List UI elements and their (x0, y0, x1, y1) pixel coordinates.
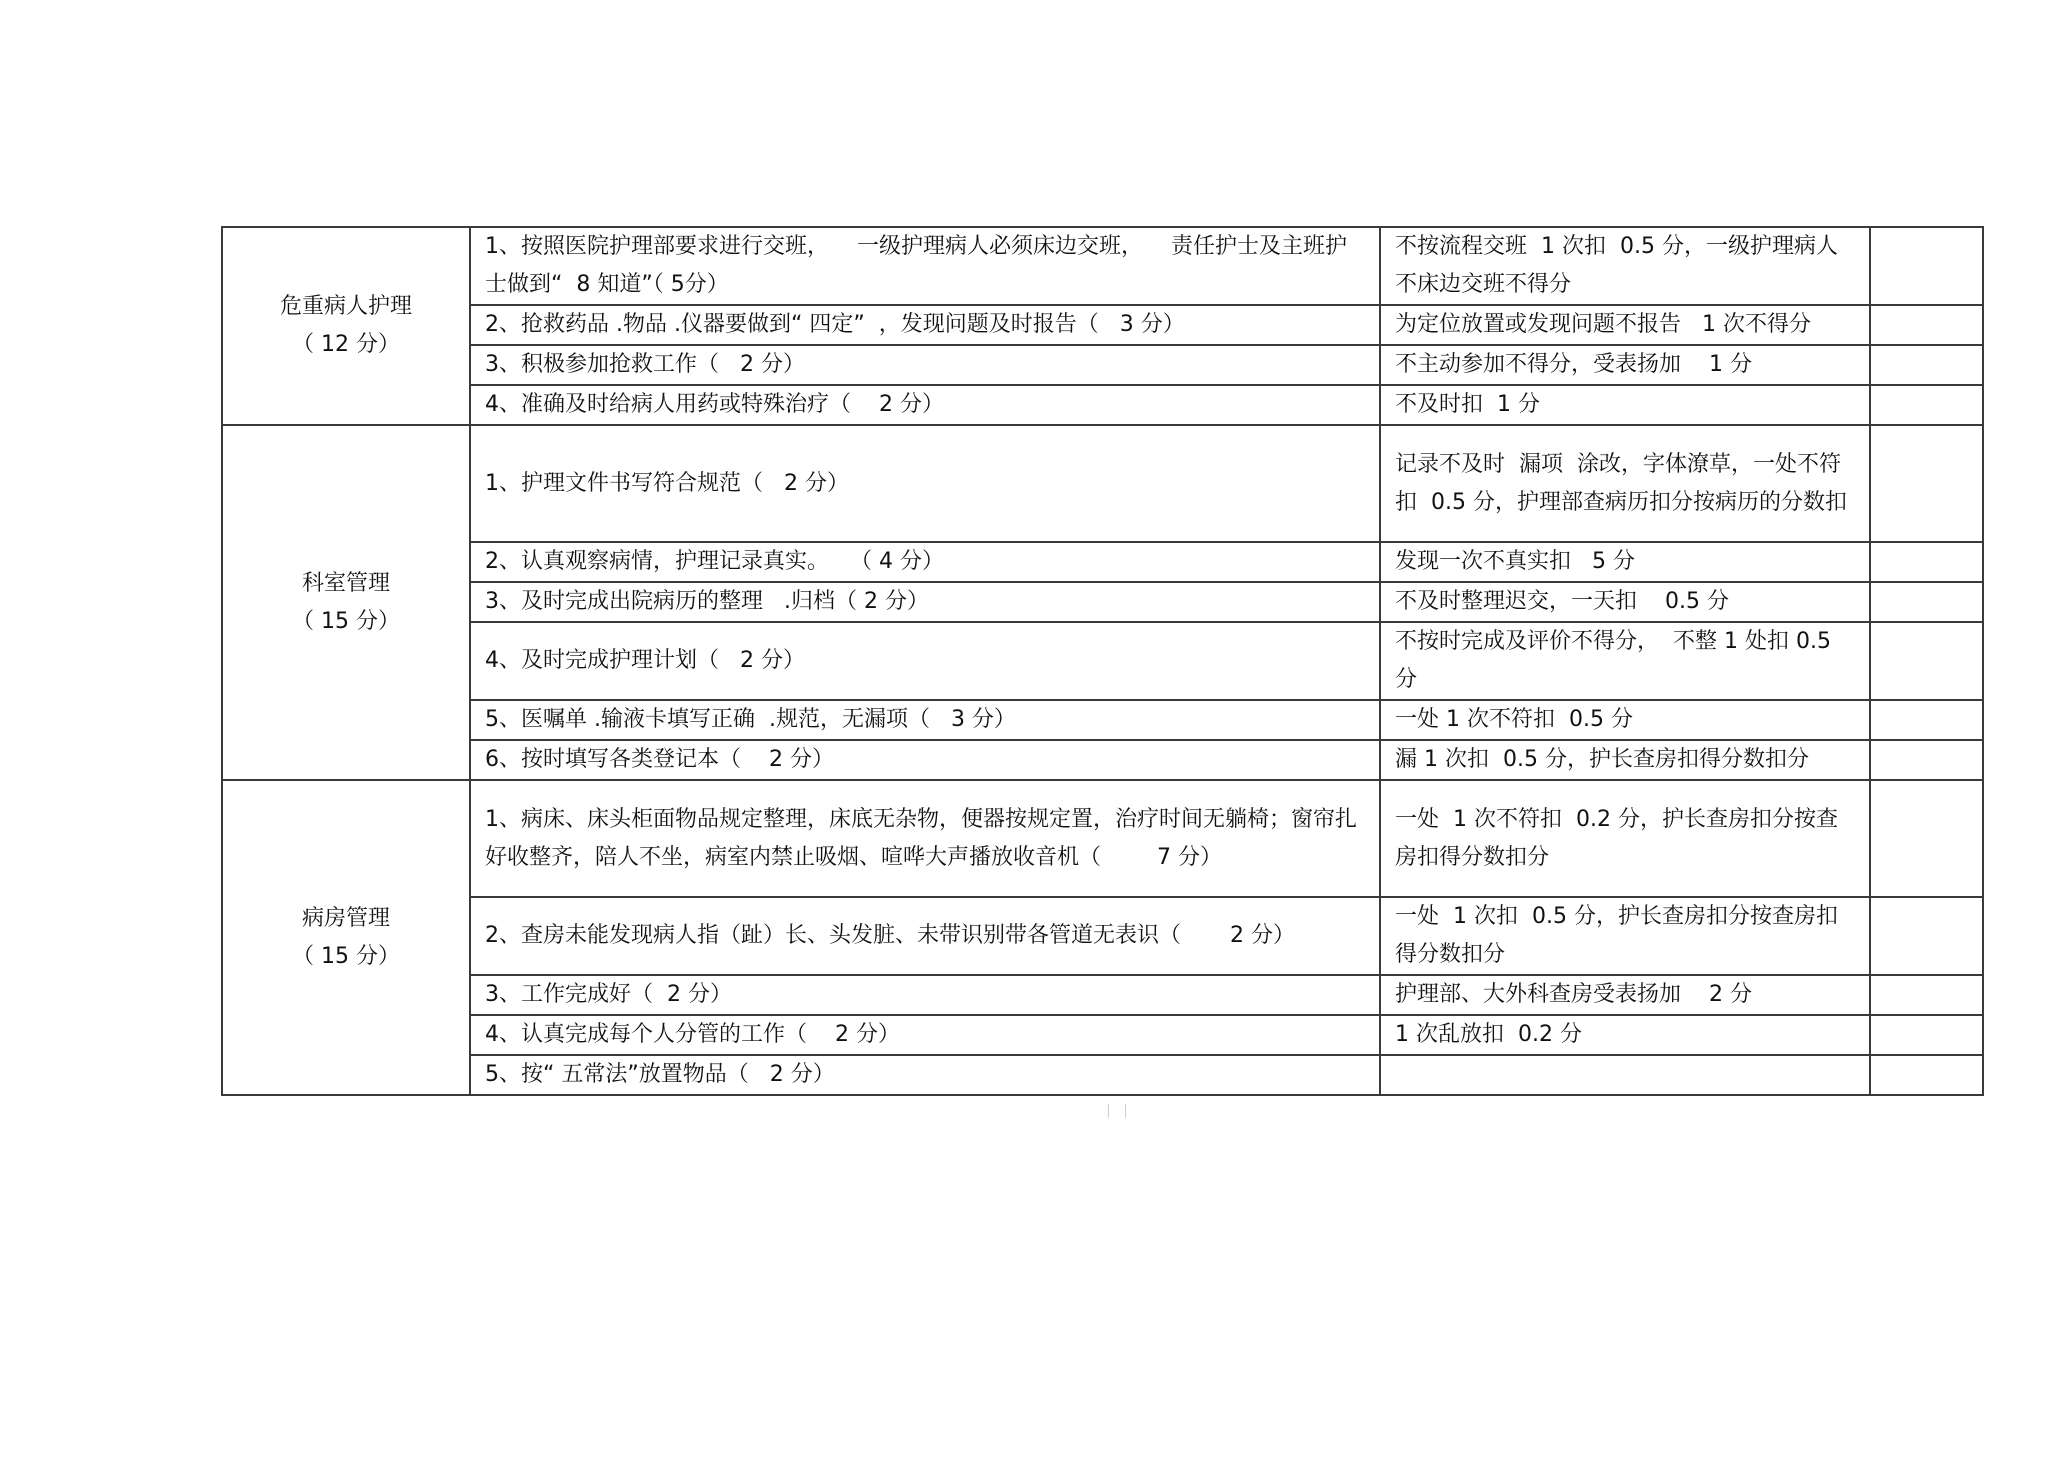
score-cell (1870, 780, 1983, 897)
item-cell (470, 700, 1380, 740)
item-cell (470, 1015, 1380, 1055)
rule-text: 发现一次不真实扣 5 分 (1395, 549, 1635, 574)
table-row (222, 385, 1983, 425)
rule-cell (1380, 897, 1870, 975)
item-cell (470, 305, 1380, 345)
item-text: 1、护理文件书写符合规范（ 2 分） (485, 470, 849, 496)
item-text: 5、按“ 五常法”放置物品（ 2 分） (485, 1062, 835, 1087)
rule-text: 不及时扣 1 分 (1395, 392, 1540, 417)
score-cell (1870, 700, 1983, 740)
item-text: 3、工作完成好（ 2 分） (485, 982, 732, 1007)
item-cell (470, 740, 1380, 780)
score-cell (1870, 227, 1983, 305)
rule-cell (1380, 305, 1870, 345)
score-cell (1870, 425, 1983, 542)
rule-text: 为定位放置或发现问题不报告 1 次不得分 (1395, 312, 1811, 337)
score-cell (1870, 542, 1983, 582)
score-cell (1870, 1055, 1983, 1095)
table-row (222, 1015, 1983, 1055)
item-cell (470, 227, 1380, 305)
item-cell (470, 385, 1380, 425)
section-points: （ 12 分） (292, 332, 400, 357)
score-cell (1870, 975, 1983, 1015)
table-row (222, 227, 1983, 305)
item-text: 4、准确及时给病人用药或特殊治疗（ 2 分） (485, 392, 944, 417)
item-text: 2、查房未能发现病人指（趾）长、头发脏、未带识别带各管道无表识（ 2 分） (485, 923, 1295, 948)
table-row (222, 780, 1983, 897)
rule-cell (1380, 700, 1870, 740)
section-points: （ 15 分） (292, 608, 400, 634)
item-cell (470, 425, 1380, 542)
rule-cell (1380, 425, 1870, 542)
item-cell (470, 622, 1380, 700)
item-text: 5、医嘱单 .输液卡填写正确 .规范，无漏项（ 3 分） (485, 707, 1016, 732)
rule-text: 护理部、大外科查房受表扬加 2 分 (1395, 982, 1752, 1007)
item-text: 3、及时完成出院病历的整理 .归档（ 2 分） (485, 589, 929, 614)
item-cell (470, 1055, 1380, 1095)
section-category-cell (222, 425, 470, 780)
table-row (222, 542, 1983, 582)
section-title: 科室管理 (301, 570, 390, 596)
table-row (222, 1055, 1983, 1095)
item-text: 1、病床、床头柜面物品规定整理，床底无杂物，便器按规定置，治疗时间无躺椅；窗帘扎好收整齐，陪人不坐，病室内禁止吸烟、喧哗大声播放收音机（ 7 分） (485, 806, 1358, 870)
item-cell (470, 345, 1380, 385)
item-text: 3、积极参加抢救工作（ 2 分） (485, 352, 805, 377)
score-cell (1870, 305, 1983, 345)
rule-cell (1380, 740, 1870, 780)
rule-text: 不及时整理迟交，一天扣 0.5 分 (1395, 589, 1729, 614)
table-row (222, 582, 1983, 622)
rule-text: 一处 1 次不符扣 0.2 分，护长查房扣分按查房扣得分数扣分 (1395, 806, 1838, 870)
section-category-cell (222, 227, 470, 425)
rule-text: 不按流程交班 1 次扣 0.5 分，一级护理病人不床边交班不得分 (1395, 234, 1838, 297)
item-cell (470, 780, 1380, 897)
rule-cell (1380, 1055, 1870, 1095)
table-row (222, 305, 1983, 345)
section-title: 危重病人护理 (279, 294, 412, 319)
rule-text: 漏 1 次扣 0.5 分，护长查房扣得分数扣分 (1395, 747, 1809, 772)
table-row (222, 700, 1983, 740)
table-row (222, 425, 1983, 542)
item-text: 4、及时完成护理计划（ 2 分） (485, 648, 805, 673)
rule-text: 不主动参加不得分，受表扬加 1 分 (1395, 352, 1752, 377)
rule-cell (1380, 1015, 1870, 1055)
item-cell (470, 975, 1380, 1015)
table-row (222, 345, 1983, 385)
item-cell (470, 897, 1380, 975)
rule-cell (1380, 345, 1870, 385)
rule-text: 不按时完成及评价不得分， 不整 1 处扣 0.5 分 (1395, 629, 1838, 692)
rule-text: 一处 1 次不符扣 0.5 分 (1395, 707, 1633, 732)
table-row (222, 897, 1983, 975)
rule-cell (1380, 622, 1870, 700)
item-cell (470, 542, 1380, 582)
table-row (222, 975, 1983, 1015)
score-cell (1870, 582, 1983, 622)
page-marker (1108, 1104, 1126, 1118)
rule-cell (1380, 975, 1870, 1015)
score-cell (1870, 740, 1983, 780)
item-text: 2、抢救药品 .物品 .仪器要做到“ 四定” ，发现问题及时报告（ 3 分） (485, 312, 1185, 337)
rule-text: 1 次乱放扣 0.2 分 (1395, 1022, 1582, 1047)
rule-cell (1380, 542, 1870, 582)
rule-cell (1380, 385, 1870, 425)
section-title: 病房管理 (301, 905, 390, 931)
item-text: 4、认真完成每个人分管的工作（ 2 分） (485, 1022, 900, 1047)
score-cell (1870, 1015, 1983, 1055)
item-text: 1、按照医院护理部要求进行交班， 一级护理病人必须床边交班， 责任护士及主班护士做到“ 8 知道”（ 5分） (485, 234, 1347, 297)
evaluation-table (221, 226, 1984, 1096)
rule-text: 一处 1 次扣 0.5 分，护长查房扣分按查房扣得分数扣分 (1395, 904, 1838, 967)
item-text: 6、按时填写各类登记本（ 2 分） (485, 747, 834, 772)
table-row (222, 622, 1983, 700)
section-points: （ 15 分） (292, 943, 400, 969)
rule-text: 记录不及时 漏项 涂改，字体潦草，一处不符扣 0.5 分，护理部查病历扣分按病历的分数扣 (1395, 451, 1847, 515)
rule-cell (1380, 582, 1870, 622)
item-text: 2、认真观察病情，护理记录真实。 （ 4 分） (485, 549, 944, 574)
section-category-cell (222, 780, 470, 1095)
score-cell (1870, 345, 1983, 385)
score-cell (1870, 622, 1983, 700)
rule-cell (1380, 227, 1870, 305)
table-row (222, 740, 1983, 780)
rule-cell (1380, 780, 1870, 897)
item-cell (470, 582, 1380, 622)
score-cell (1870, 897, 1983, 975)
score-cell (1870, 385, 1983, 425)
